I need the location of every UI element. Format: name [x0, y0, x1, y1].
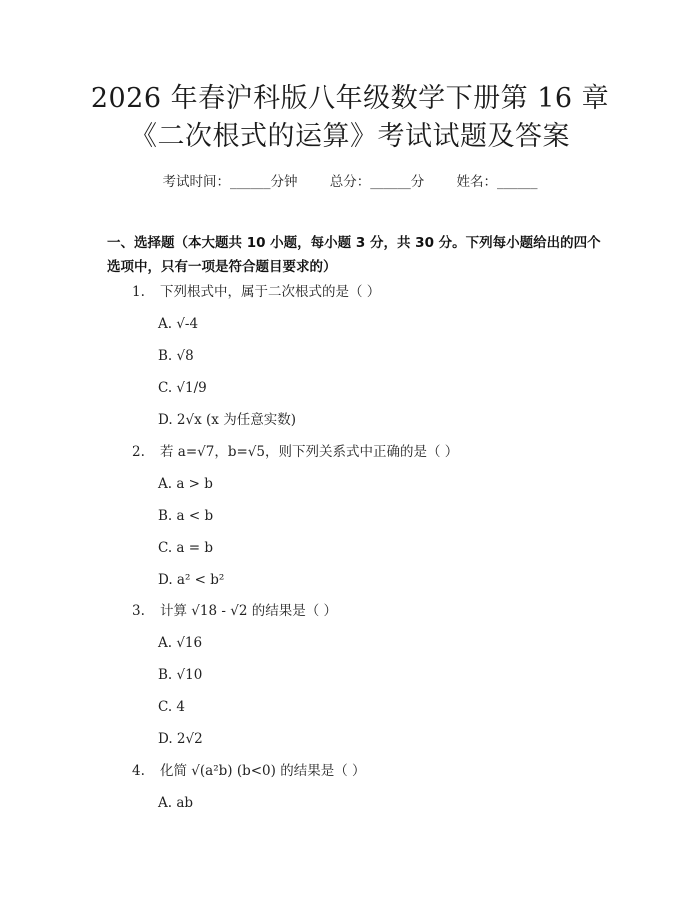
section-heading-choice: 一、选择题（本大题共 10 小题，每小题 3 分，共 30 分。下列每小题给出的四个选项中，只有一项是符合题目要求的） — [107, 235, 601, 275]
exam-title-line2: 《二次根式的运算》考试试题及答案 — [130, 121, 570, 152]
question-item — [132, 443, 458, 461]
option-b: B. √10 — [158, 667, 203, 683]
total-score-field: 总分：______分 — [329, 174, 425, 190]
exam-title-line1: 2026 年春沪科版八年级数学下册第 16 章 — [90, 83, 610, 114]
option-d: D. 2√x (x 为任意实数) — [158, 412, 296, 428]
option-a: A. √16 — [158, 635, 203, 651]
option-a: A. ab — [158, 795, 194, 811]
question-item — [132, 762, 365, 780]
option-a: A. a > b — [158, 476, 213, 492]
question-text: 下列根式中，属于二次根式的是（ ） — [160, 284, 381, 300]
question-text: 若 a=√7，b=√5，则下列关系式中正确的是（ ） — [160, 444, 459, 460]
option-c: C. a = b — [158, 540, 214, 556]
question-number: 4. — [132, 763, 145, 779]
exam-time-field: 考试时间：______分钟 — [162, 174, 298, 190]
student-name-field: 姓名：______ — [456, 174, 538, 190]
option-b: B. √8 — [158, 348, 194, 364]
option-c: C. 4 — [158, 699, 186, 715]
question-text: 计算 √18 - √2 的结果是（ ） — [160, 603, 337, 619]
question-text: 化简 √(a²b) (b<0) 的结果是（ ） — [160, 763, 366, 779]
question-item — [132, 602, 337, 620]
question-item — [132, 283, 380, 301]
question-number: 1. — [132, 284, 145, 300]
option-d: D. a² < b² — [158, 572, 225, 588]
option-b: B. a < b — [158, 508, 214, 524]
exam-info-line — [0, 170, 700, 190]
option-d: D. 2√2 — [158, 731, 203, 747]
option-c: C. √1/9 — [158, 380, 207, 396]
option-a: A. √-4 — [158, 316, 199, 332]
question-number: 3. — [132, 603, 145, 619]
question-number: 2. — [132, 444, 145, 460]
